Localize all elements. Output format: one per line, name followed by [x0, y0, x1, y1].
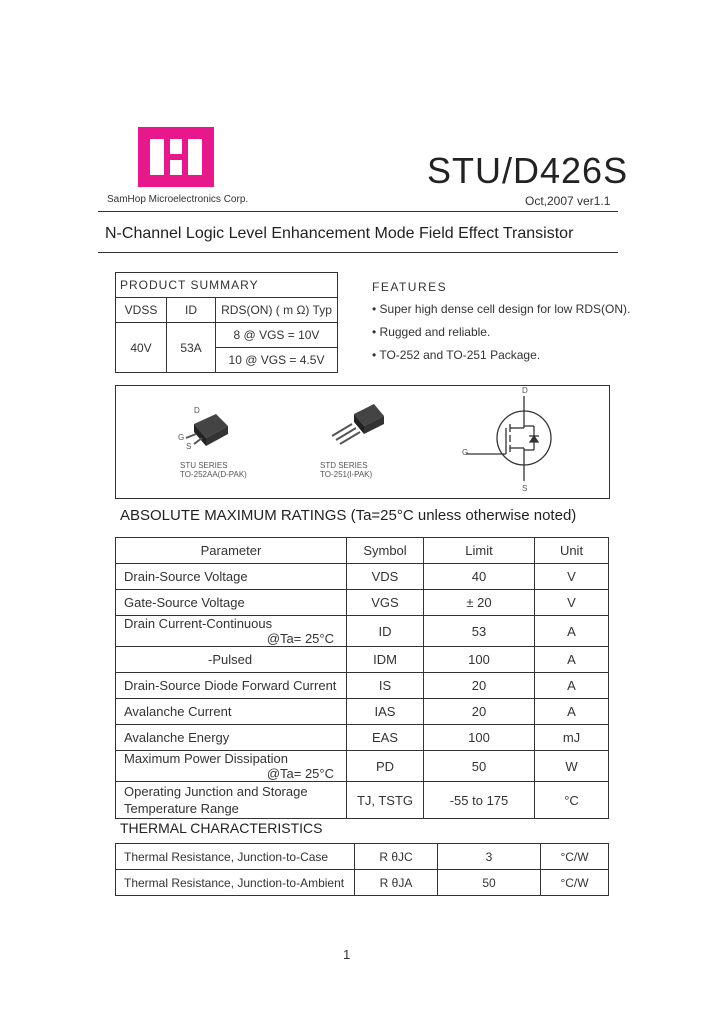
ps-rds-1: 8 @ VGS = 10V [216, 323, 338, 348]
table-row [116, 564, 609, 590]
pin-label: G [178, 433, 185, 442]
symbol-cell: VDS [347, 564, 424, 590]
table-row [116, 590, 609, 616]
limit-cell: 100 [424, 725, 535, 751]
param-cell: Thermal Resistance, Junction-to-Case [116, 844, 355, 870]
product-summary-title: PRODUCT SUMMARY [116, 273, 338, 298]
table-row [116, 673, 609, 699]
unit-cell: A [535, 673, 609, 699]
header-symbol: Symbol [347, 538, 424, 564]
table-row [116, 844, 609, 870]
limit-cell: 100 [424, 647, 535, 673]
header-limit: Limit [424, 538, 535, 564]
mosfet-symbol [466, 396, 551, 481]
limit-cell: 20 [424, 673, 535, 699]
pin-label: S [186, 442, 192, 451]
header-rule [98, 211, 618, 212]
table-row [116, 616, 609, 647]
ps-rds-2: 10 @ VGS = 4.5V [216, 348, 338, 373]
symbol-cell: PD [347, 751, 424, 782]
unit-cell: V [535, 590, 609, 616]
symbol-cell: VGS [347, 590, 424, 616]
part-number-title: STU/D426S [427, 150, 629, 191]
limit-cell: 20 [424, 699, 535, 725]
header-unit: Unit [535, 538, 609, 564]
param-cell: Gate-Source Voltage [116, 590, 347, 616]
table-row [116, 782, 609, 819]
symbol-cell: EAS [347, 725, 424, 751]
unit-cell: A [535, 699, 609, 725]
symbol-cell: ID [347, 616, 424, 647]
document-subtitle: N-Channel Logic Level Enhancement Mode Field Effect Transistor [105, 225, 574, 242]
value-cell: 50 [438, 870, 541, 896]
company-name: SamHop Microelectronics Corp. [107, 194, 249, 205]
unit-cell: mJ [535, 725, 609, 751]
table-row [116, 647, 609, 673]
value-cell: 3 [438, 844, 541, 870]
ps-header-id: ID [167, 298, 216, 323]
param-cell: Avalanche Energy [116, 725, 347, 751]
param-cell: Drain Current-Continuous @Ta= 25°C [116, 616, 347, 647]
unit-cell: A [535, 616, 609, 647]
param-cell: Drain-Source Voltage [116, 564, 347, 590]
ipak-package-icon [332, 404, 384, 444]
table-header-row [116, 538, 609, 564]
package-illustration-box [115, 385, 610, 499]
unit-cell: W [535, 751, 609, 782]
feature-item: • Super high dense cell design for low RDS(ON). [372, 302, 631, 316]
symbol-cell: IS [347, 673, 424, 699]
limit-cell: ± 20 [424, 590, 535, 616]
logo-inner [150, 139, 202, 175]
mosfet-pin-d: D [522, 386, 528, 395]
param-cell: Operating Junction and Storage Temperature Range [116, 782, 347, 819]
limit-cell: -55 to 175 [424, 782, 535, 819]
table-row [116, 699, 609, 725]
limit-cell: 40 [424, 564, 535, 590]
param-cell: Maximum Power Dissipation @Ta= 25°C [116, 751, 347, 782]
stu-series-caption: STU SERIES TO-252AA(D-PAK) [180, 461, 247, 479]
ps-header-rds: RDS(ON) ( m Ω) Typ [216, 298, 338, 323]
pin-label: D [194, 406, 200, 415]
unit-cell: °C/W [541, 844, 609, 870]
page-number: 1 [343, 947, 351, 962]
features-title: FEATURES [372, 280, 448, 294]
symbol-cell: IAS [347, 699, 424, 725]
limit-cell: 50 [424, 751, 535, 782]
param-cell: -Pulsed [116, 647, 347, 673]
param-cell: Thermal Resistance, Junction-to-Ambient [116, 870, 355, 896]
feature-item: • Rugged and reliable. [372, 325, 491, 339]
ps-id-value: 53A [167, 323, 216, 373]
symbol-cell: TJ, TSTG [347, 782, 424, 819]
table-row [116, 725, 609, 751]
subtitle-rule [98, 252, 618, 253]
abs-max-title: ABSOLUTE MAXIMUM RATINGS (Ta=25°C unless otherwise noted) [120, 507, 577, 524]
thermal-table [115, 843, 609, 896]
table-row [116, 751, 609, 782]
symbol-cell: R θJC [355, 844, 438, 870]
std-series-caption: STD SERIES TO-251(l-PAK) [320, 461, 373, 479]
ps-vdss-value: 40V [116, 323, 167, 373]
ps-header-vdss: VDSS [116, 298, 167, 323]
unit-cell: °C/W [541, 870, 609, 896]
mosfet-pin-s: S [522, 484, 528, 493]
table-row [116, 870, 609, 896]
symbol-cell: R θJA [355, 870, 438, 896]
unit-cell: V [535, 564, 609, 590]
unit-cell: A [535, 647, 609, 673]
abs-max-table [115, 537, 609, 819]
dpak-package-icon [186, 414, 228, 446]
feature-item: • TO-252 and TO-251 Package. [372, 348, 541, 362]
limit-cell: 53 [424, 616, 535, 647]
param-cell: Drain-Source Diode Forward Current [116, 673, 347, 699]
header-parameter: Parameter [116, 538, 347, 564]
symbol-cell: IDM [347, 647, 424, 673]
product-summary-table [115, 272, 338, 373]
mosfet-pin-g: G [462, 448, 469, 457]
version-date: Oct,2007 ver1.1 [525, 194, 611, 208]
param-cell: Avalanche Current [116, 699, 347, 725]
unit-cell: °C [535, 782, 609, 819]
thermal-title: THERMAL CHARACTERISTICS [120, 820, 323, 836]
